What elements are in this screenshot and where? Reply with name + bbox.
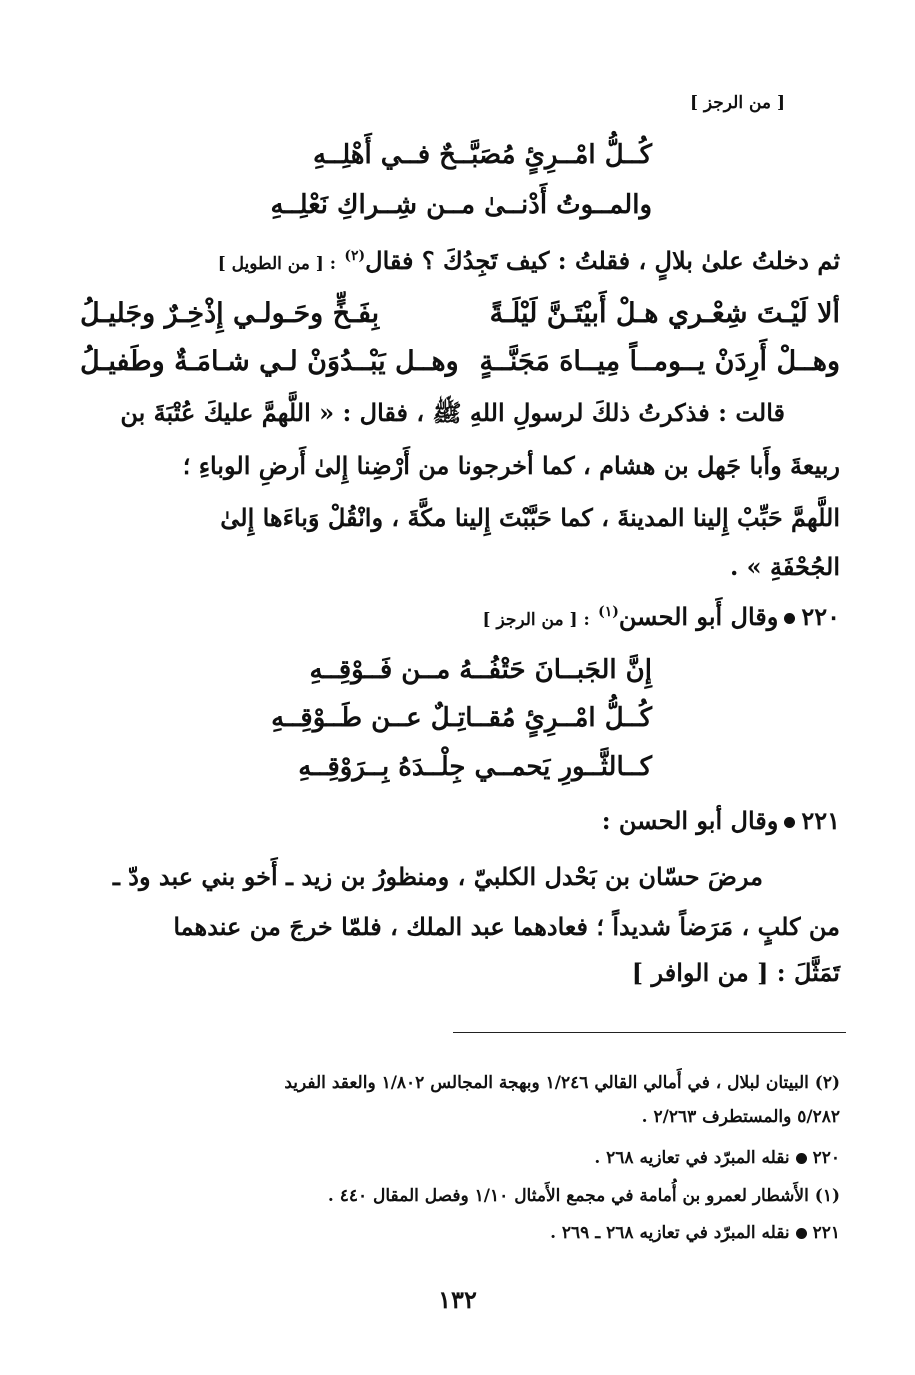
entry-number: ٢٢١ [801, 806, 840, 835]
prose-line: قالت : فذكرتُ ذلكَ لرسولِ اللهِ ﷺ ، فقال : « اللَّهمَّ عليكَ عُتْبَةَ بن [120, 398, 785, 427]
bullet-icon [784, 817, 795, 828]
bullet-icon [796, 1153, 807, 1164]
meter-label: : [ من الطويل ] [217, 254, 337, 274]
verse-line: إِنَّ الجَبــانَ حَتْفُــهُ مــن فَــوْقِــهِ [309, 655, 652, 685]
bullet-icon [796, 1228, 807, 1239]
verse-line: كُــلُّ امْــرِئٍ مُقــاتِـلٌ عــن طَــوْقِــهِ [271, 703, 652, 733]
entry-221-heading [602, 806, 840, 835]
prose-line: من كلبٍ ، مَرَضاً شديداً ؛ فعادهما عبد الملك ، فلمّا خرجَ من عندهما [173, 912, 840, 941]
meter-label: [ من الرجز ] [689, 93, 785, 113]
verse-hemistich-right: ألا لَيْـتَ شِعْـري هـلْ أَبيْتَـنَّ لَيْلَـةً [489, 298, 840, 329]
entry-text: وقال أبو الحسن : [601, 806, 779, 835]
prose-line: مرضَ حسّان بن بَحْدل الكلبيّ ، ومنظورُ بن زيد ـ أَخو بني عبد ودّ ـ [112, 862, 763, 891]
verse-line: كُــلُّ امْــرِئٍ مُصَبَّــحٌ فــي أَهْلِــهِ [313, 140, 652, 170]
prose-line: الجُحْفَةِ » . [729, 552, 840, 581]
prose-line: تَمَثَّلَ : [ من الوافر ] [631, 958, 840, 987]
verse-line: والمــوتُ أَدْنــىٰ مــن شِــراكِ نَعْلِــهِ [270, 190, 652, 220]
footnote-line: ٥/٢٨٢ والمستطرف ٢/٢٦٣ . [641, 1107, 840, 1127]
footnote-text: نقله المبرّد في تعازيه ٢٦٨ ـ ٢٦٩ . [550, 1223, 790, 1243]
entry-text: وقال أَبو الحسن [618, 602, 779, 631]
prose-line [218, 246, 840, 275]
verse-line: كــالثَّــورِ يَحمــي جِلْــدَهُ بِــرَوْقِــهِ [298, 752, 652, 782]
verse-hemistich-left: وهــل يَبْــدُوَنْ لـي شـامَـةٌ وطَفيـلُ [80, 346, 459, 377]
footnote-number: ٢٢٠ [812, 1148, 840, 1168]
footnote-line [550, 1223, 840, 1243]
footnote-number: ٢٢١ [812, 1223, 840, 1243]
page-number: ١٣٢ [438, 1285, 477, 1314]
prose-line: ربيعةَ وأَبا جَهل بن هشام ، كما أخرجونا من أَرْضِنا إِلىٰ أَرضِ الوباءِ ؛ [182, 451, 840, 480]
footnote-line [594, 1148, 840, 1168]
footnote-line: (١) الأَشطار لعمرو بن أُمامة في مجمع الأَمثال ١/١٠ وفصل المقال ٤٤٠ . [327, 1186, 840, 1206]
entry-number: ٢٢٠ [801, 602, 840, 631]
footnote-ref: (١) [598, 604, 619, 620]
entry-220-heading [483, 602, 841, 631]
bullet-icon [784, 613, 795, 624]
footnote-separator [453, 1032, 846, 1033]
footnote-ref: (٢) [344, 248, 366, 264]
prose-text: ثم دخلتُ علىٰ بلالٍ ، فقلتُ : كيف تَجِدُكَ ؟ فقال [365, 246, 840, 275]
verse-hemistich-left: بِفَـخٍّ وحَـولـي إِذْخِـرٌ وجَليـلُ [80, 298, 380, 329]
prose-line: اللَّهمَّ حَبِّبْ إِلينا المدينةَ ، كما حَبَّبْتَ إِلينا مكَّةَ ، وانْقُلْ وَباءَها إِلىٰ [220, 503, 840, 532]
meter-label: : [ من الرجز ] [482, 610, 590, 630]
footnote-text: نقله المبرّد في تعازيه ٢٦٨ . [594, 1148, 790, 1168]
verse-hemistich-right: وهــلْ أَرِدَنْ يــومــاً مِيــاهَ مَجَنَّــةٍ [479, 346, 840, 377]
footnote-line: (٢) البيتان لبلال ، في أَمالي القالي ١/٢٤٦ وبهجة المجالس ١/٨٠٢ والعقد الفريد [284, 1073, 840, 1093]
